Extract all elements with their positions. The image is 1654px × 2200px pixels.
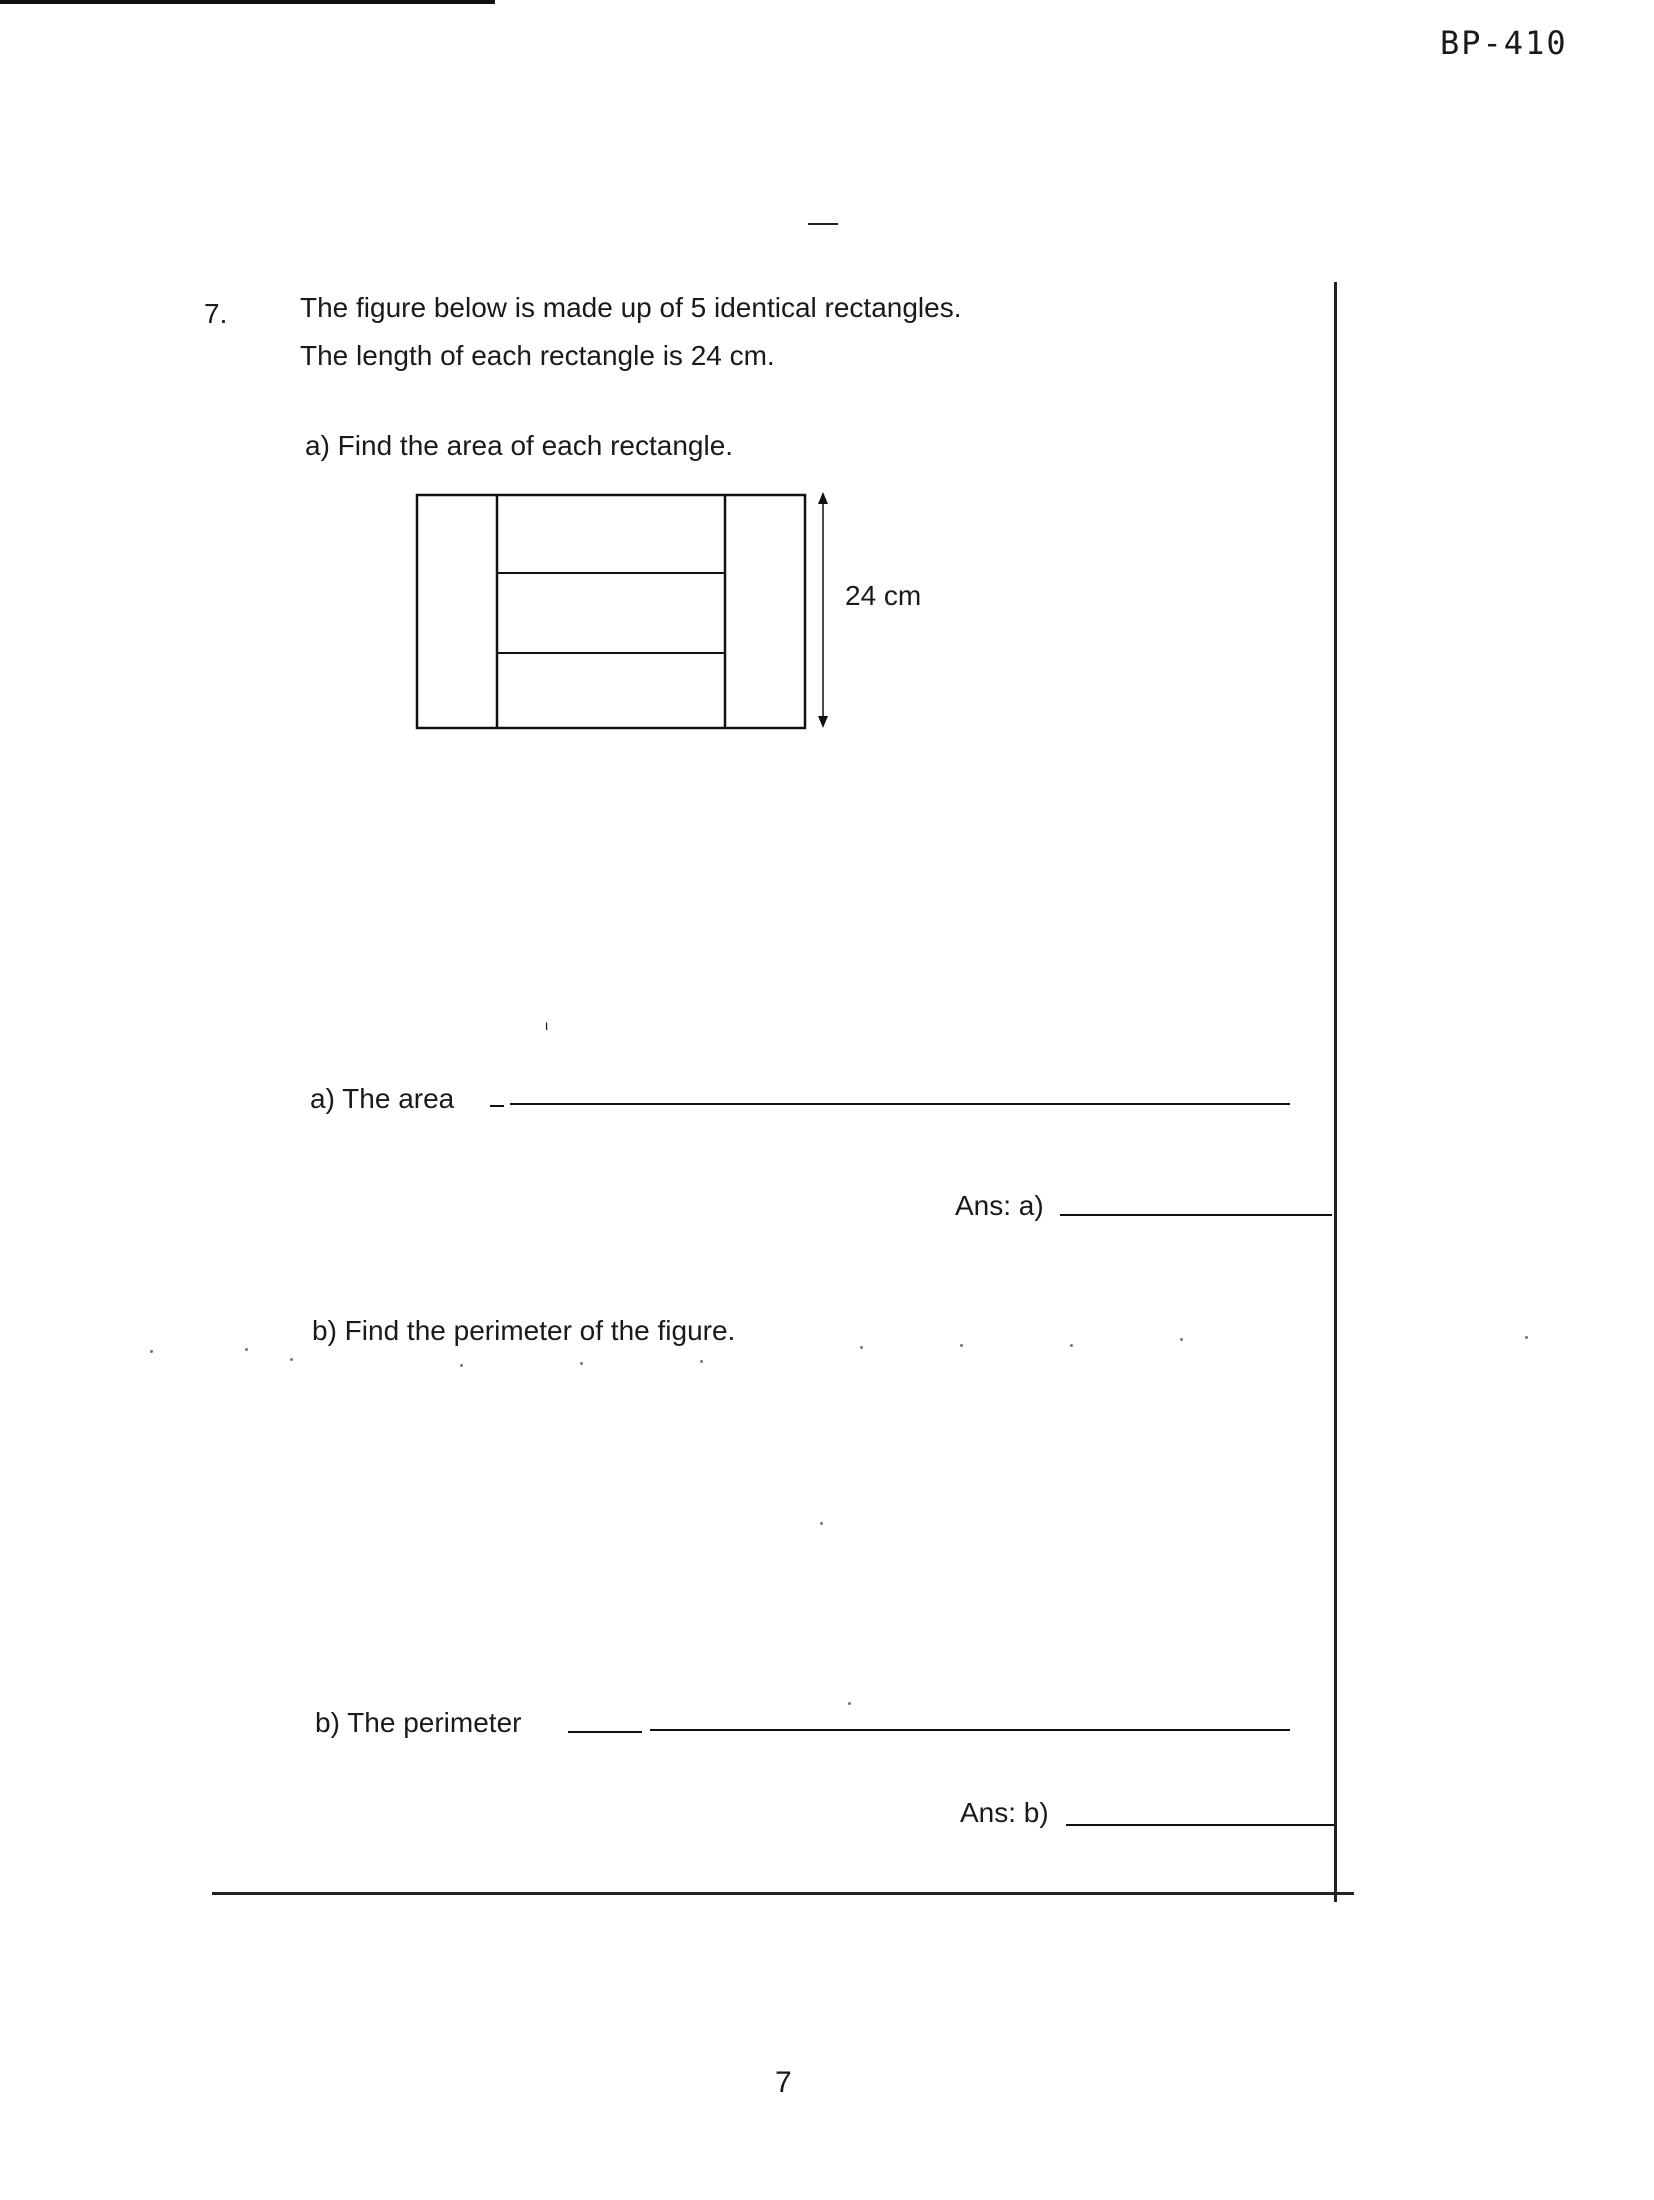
part-b-prompt: b) Find the perimeter of the figure.	[312, 1315, 736, 1346]
question-line-1: The figure below is made up of 5 identical rectangles.	[300, 292, 962, 323]
paper-code: BP-410	[1440, 24, 1568, 62]
scan-speck	[960, 1344, 963, 1347]
part-a-line-start	[490, 1105, 504, 1107]
arrow-down-icon	[818, 716, 828, 728]
scan-speck	[820, 1522, 823, 1525]
part-a-working-line	[510, 1103, 1290, 1105]
answer-a-line	[1060, 1214, 1332, 1216]
part-a-prompt: a) Find the area of each rectangle.	[305, 430, 734, 461]
scan-speck	[848, 1702, 851, 1705]
scan-speck	[700, 1360, 703, 1363]
rectangles-figure	[415, 490, 975, 740]
scan-top-bar	[0, 0, 495, 4]
answer-b-line	[1066, 1824, 1336, 1826]
scan-speck	[860, 1346, 863, 1349]
part-b-working-line	[650, 1729, 1290, 1731]
scan-speck	[150, 1350, 153, 1353]
scan-speck	[580, 1362, 583, 1365]
scan-speck	[1525, 1336, 1528, 1339]
figure-length-label: 24 cm	[845, 580, 922, 611]
answer-b-label: Ans: b)	[960, 1797, 1049, 1828]
scan-speck	[1180, 1338, 1183, 1341]
outer-rectangle	[417, 495, 805, 728]
page-number: 7	[775, 2066, 792, 2099]
question-box-right-border	[1334, 282, 1337, 1902]
part-a-working-label: a) The area	[310, 1083, 455, 1114]
answer-a-label: Ans: a)	[955, 1190, 1044, 1221]
scan-speck	[245, 1348, 248, 1351]
header-dash	[808, 223, 838, 225]
question-number: 7.	[204, 298, 228, 329]
question-line-2: The length of each rectangle is 24 cm.	[300, 340, 775, 371]
scan-speck	[1070, 1344, 1073, 1347]
part-b-working-label: b) The perimeter	[315, 1707, 522, 1738]
arrow-up-icon	[818, 492, 828, 504]
scan-speck	[460, 1364, 463, 1367]
part-b-line-start	[568, 1731, 642, 1733]
scan-speck	[290, 1358, 293, 1361]
question-box-bottom-border	[212, 1892, 1354, 1895]
stray-mark: ι	[545, 1017, 549, 1033]
